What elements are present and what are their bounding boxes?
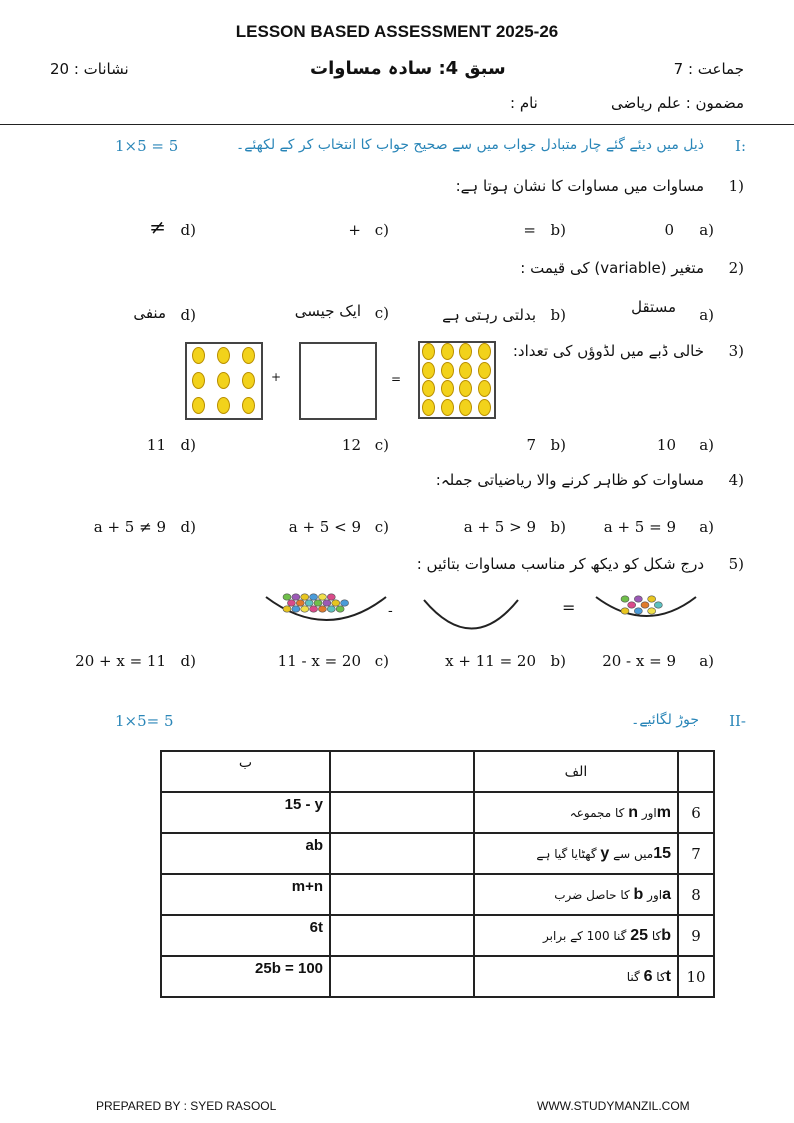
ladoo-icon — [422, 380, 435, 397]
q2-option-d-label: d) — [180, 306, 196, 324]
q1-option-d-label: d) — [180, 221, 196, 239]
q1-option-b-label: b) — [550, 221, 566, 239]
q2-option-c-value[interactable]: ایک جیسی — [294, 302, 361, 320]
bead-icon — [654, 602, 662, 608]
row-number: 10 — [678, 956, 714, 997]
bead-icon — [283, 594, 291, 600]
question-2-number: 2) — [728, 259, 744, 277]
total-marks: نشانات : 20 — [50, 60, 129, 78]
q1-option-d-value[interactable]: ≠ — [149, 215, 166, 239]
plus-sign: + — [271, 370, 282, 384]
ladoo-icon — [192, 397, 205, 414]
ladoo-icon — [441, 399, 454, 416]
header-divider — [0, 124, 794, 125]
bowl-empty — [424, 600, 518, 629]
question-2-text: متغیر (variable) کی قیمت : — [520, 259, 704, 277]
bead-icon — [641, 602, 649, 608]
ladoo-icon — [242, 372, 255, 389]
statement-term-2: y — [600, 844, 610, 862]
q5-option-a-label: a) — [699, 652, 714, 670]
row-number: 6 — [678, 792, 714, 833]
statement-term-1: b — [661, 926, 671, 944]
bead-icon — [287, 600, 295, 606]
q1-option-c-value[interactable]: + — [348, 221, 361, 239]
answer-b-cell[interactable]: 15 - y — [161, 792, 330, 833]
table-header-row — [161, 751, 714, 792]
blank-column-header — [330, 751, 474, 792]
bowls-figure — [262, 585, 702, 635]
statement-term-2: b — [633, 885, 644, 903]
statement-connector: اور — [647, 887, 663, 902]
statement-suffix: کا حاصل ضرب — [554, 887, 630, 902]
q3-option-b-value[interactable]: 7 — [526, 436, 536, 454]
table-row — [161, 833, 714, 874]
equals-sign-2: = — [562, 598, 576, 617]
q5-option-b-label: b) — [550, 652, 566, 670]
ladoo-icon — [478, 343, 491, 360]
q3-option-a-label: a) — [699, 436, 714, 454]
bead-icon — [314, 600, 322, 606]
q3-option-d-value[interactable]: 11 — [146, 436, 166, 454]
bead-icon — [283, 606, 291, 612]
prepared-by: PREPARED BY : SYED RASOOL — [96, 1099, 277, 1113]
row-number: 9 — [678, 915, 714, 956]
minus-sign: - — [388, 603, 393, 619]
statement-connector: کا — [656, 969, 666, 984]
answer-blank-cell[interactable] — [330, 874, 474, 915]
ladoo-icon — [459, 399, 472, 416]
bead-icon — [301, 594, 309, 600]
q3-option-d-label: d) — [180, 436, 196, 454]
q2-option-b-label: b) — [550, 306, 566, 324]
ladoo-icon — [242, 397, 255, 414]
bead-icon — [310, 594, 318, 600]
q1-option-b-value[interactable]: = — [523, 221, 536, 239]
bead-icon — [621, 596, 629, 602]
statement-term-1: a — [662, 885, 671, 903]
empty-box — [299, 342, 377, 420]
bead-icon — [323, 600, 331, 606]
column-b-header: ب — [161, 751, 330, 792]
bead-icon — [336, 606, 344, 612]
statement-cell — [474, 874, 678, 915]
website[interactable]: WWW.STUDYMANZIL.COM — [537, 1099, 690, 1113]
bead-icon — [310, 606, 318, 612]
q2-option-a-value[interactable]: مستقل — [631, 298, 676, 316]
q5-option-c-value[interactable]: 11 - x = 20 — [277, 652, 361, 670]
table-row — [161, 956, 714, 997]
table-row — [161, 792, 714, 833]
statement-term-1: m — [656, 803, 671, 821]
bead-icon — [634, 596, 642, 602]
section-2-marks: 1×5= 5 — [115, 712, 174, 730]
match-table — [160, 750, 715, 998]
statement-connector: اور — [641, 805, 657, 820]
number-column-header — [678, 751, 714, 792]
answer-b-cell[interactable]: m+n — [161, 874, 330, 915]
subject-label: مضمون : علم ریاضی — [611, 94, 744, 112]
ladoo-icon — [192, 347, 205, 364]
bead-icon — [301, 606, 309, 612]
statement-connector: میں سے — [613, 846, 654, 861]
bead-icon — [305, 600, 313, 606]
q3-option-c-value[interactable]: 12 — [341, 436, 361, 454]
statement-cell — [474, 792, 678, 833]
ladoo-icon — [441, 380, 454, 397]
section-1-marks: 1×5 = 5 — [115, 137, 179, 155]
ladoo-icon — [459, 380, 472, 397]
q4-option-c-value[interactable]: a + 5 < 9 — [288, 518, 361, 536]
ladoo-icon — [422, 399, 435, 416]
ladoo-icon — [441, 343, 454, 360]
ladoo-icon — [478, 362, 491, 379]
question-1-text: مساوات میں مساوات کا نشان ہوتا ہے: — [455, 177, 704, 195]
q4-option-a-value[interactable]: a + 5 = 9 — [603, 518, 676, 536]
q5-option-a-value[interactable]: 20 - x = 9 — [602, 652, 676, 670]
answer-blank-cell[interactable] — [330, 792, 474, 833]
equals-sign: = — [391, 372, 402, 386]
section-1-number: I: — [735, 137, 746, 155]
answer-b-cell[interactable]: ab — [161, 833, 330, 874]
question-4-number: 4) — [728, 471, 744, 489]
ladoo-icon — [441, 362, 454, 379]
q1-option-a-label: a) — [699, 221, 714, 239]
q4-option-c-label: c) — [374, 518, 389, 536]
q5-option-b-value[interactable]: x + 11 = 20 — [445, 652, 536, 670]
q4-option-d-label: d) — [180, 518, 196, 536]
ladoo-box-left — [185, 342, 263, 420]
section-2-number: II- — [729, 712, 746, 730]
ladoo-icon — [217, 347, 230, 364]
section-2-instruction: جوڑ لگائیے۔ — [631, 712, 699, 728]
statement-term-2: 6 — [643, 967, 653, 985]
q5-option-c-label: c) — [374, 652, 389, 670]
bead-icon — [327, 606, 335, 612]
q1-option-a-value[interactable]: 0 — [664, 221, 674, 239]
bead-icon — [621, 608, 629, 614]
statement-suffix: کا مجموعہ — [569, 805, 625, 820]
question-4-text: مساوات کو ظاہر کرنے والا ریاضیاتی جملہ: — [435, 471, 704, 489]
ladoo-icon — [478, 399, 491, 416]
ladoo-icon — [459, 343, 472, 360]
q4-option-a-label: a) — [699, 518, 714, 536]
statement-term-2: n — [628, 803, 638, 821]
bead-icon — [648, 608, 656, 614]
ladoo-icon — [478, 380, 491, 397]
q5-option-d-value[interactable]: 20 + x = 11 — [75, 652, 166, 670]
question-5-text: درج شکل کو دیکھ کر مناسب مساوات بتائیں : — [416, 555, 704, 573]
bead-icon — [318, 606, 326, 612]
question-3-text: خالی ڈبے میں لڈوؤں کی تعداد: — [512, 342, 704, 360]
q3-option-a-value[interactable]: 10 — [656, 436, 676, 454]
statement-cell — [474, 833, 678, 874]
ladoo-icon — [242, 347, 255, 364]
statement-term-1: 15 — [653, 844, 671, 862]
q5-option-d-label: d) — [180, 652, 196, 670]
q2-option-a-label: a) — [699, 306, 714, 324]
statement-term-2: 25 — [630, 926, 649, 944]
bead-icon — [628, 602, 636, 608]
beads-left — [283, 594, 349, 612]
ladoo-icon — [459, 362, 472, 379]
question-5-number: 5) — [728, 555, 744, 573]
statement-suffix: گنا 100 کے برابر — [543, 928, 627, 943]
section-1-instruction: ذیل میں دیئے گئے چار متبادل جواب میں سے صحیح جواب کا انتخاب کر کے لکھئے۔ — [236, 137, 704, 153]
q4-option-b-label: b) — [550, 518, 566, 536]
bead-icon — [292, 594, 300, 600]
answer-b-cell[interactable]: 25b = 100 — [161, 956, 330, 997]
answer-b-cell[interactable]: 6t — [161, 915, 330, 956]
q2-option-c-label: c) — [374, 304, 389, 322]
row-number: 8 — [678, 874, 714, 915]
table-row — [161, 915, 714, 956]
name-field[interactable]: نام : — [510, 94, 538, 112]
ladoo-icon — [422, 362, 435, 379]
column-alif-header: الف — [474, 751, 678, 792]
bead-icon — [327, 594, 335, 600]
statement-cell — [474, 915, 678, 956]
bead-icon — [318, 594, 326, 600]
ladoo-icon — [422, 343, 435, 360]
ladoo-icon — [192, 372, 205, 389]
bead-icon — [332, 600, 340, 606]
ladoo-box-right — [418, 341, 496, 419]
bead-icon — [296, 600, 304, 606]
q2-option-b-value[interactable]: بدلتی رہتی ہے — [442, 306, 536, 324]
row-number: 7 — [678, 833, 714, 874]
question-1-number: 1) — [728, 177, 744, 195]
answer-blank-cell[interactable] — [330, 956, 474, 997]
statement-suffix: گھٹایا گیا ہے — [536, 846, 597, 861]
answer-blank-cell[interactable] — [330, 915, 474, 956]
beads-right — [621, 596, 662, 614]
statement-term-1: t — [665, 967, 671, 985]
answer-blank-cell[interactable] — [330, 833, 474, 874]
statement-suffix: گنا — [626, 969, 640, 984]
ladoo-icon — [217, 372, 230, 389]
class-label: جماعت : 7 — [673, 60, 744, 78]
q3-option-b-label: b) — [550, 436, 566, 454]
q2-option-d-value[interactable]: منفی — [133, 304, 166, 322]
ladoo-icon — [217, 397, 230, 414]
table-row — [161, 874, 714, 915]
bead-icon — [648, 596, 656, 602]
statement-cell — [474, 956, 678, 997]
bead-icon — [292, 606, 300, 612]
q3-option-c-label: c) — [374, 436, 389, 454]
statement-connector: کا — [651, 928, 662, 943]
q1-option-c-label: c) — [374, 221, 389, 239]
lesson-title: سبق 4: سادہ مساوات — [310, 58, 506, 79]
q4-option-d-value[interactable]: a + 5 ≠ 9 — [93, 518, 166, 536]
page-title: LESSON BASED ASSESSMENT 2025-26 — [235, 22, 559, 41]
bead-icon — [634, 608, 642, 614]
question-3-number: 3) — [728, 342, 744, 360]
bead-icon — [341, 600, 349, 606]
q4-option-b-value[interactable]: a + 5 > 9 — [463, 518, 536, 536]
